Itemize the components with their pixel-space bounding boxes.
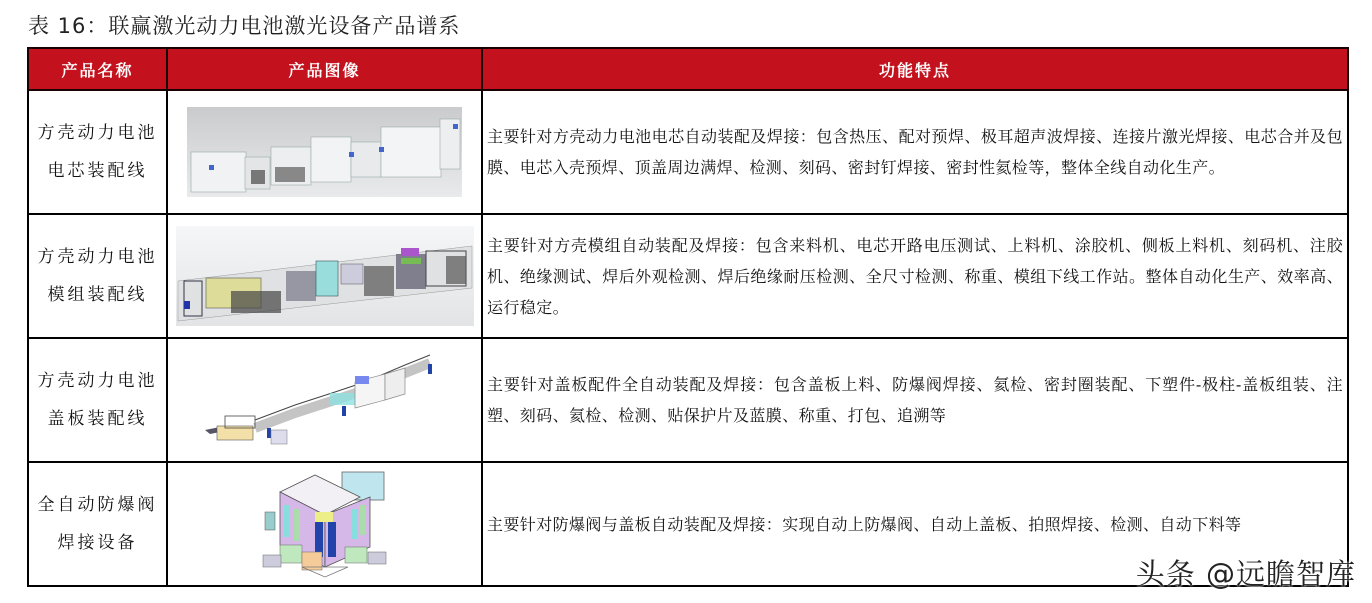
product-name-line2: 盖板装配线 xyxy=(47,409,148,429)
product-image-cell xyxy=(167,462,482,586)
header-product-name: 产品名称 xyxy=(28,48,167,90)
product-name-line1: 方壳动力电池 xyxy=(37,247,158,267)
product-table xyxy=(27,47,1349,587)
watermark: 头条 @远瞻智库 xyxy=(1135,557,1356,591)
cover-plate-assembly-line-image xyxy=(205,348,445,453)
product-name-cell xyxy=(28,338,167,462)
product-name-line2: 模组装配线 xyxy=(47,285,148,305)
feature-description: 主要针对防爆阀与盖板自动装配及焊接：实现自动上防爆阀、自动上盖板、拍照焊接、检测、自动下料等 xyxy=(482,462,1348,586)
product-name-cell xyxy=(28,214,167,338)
product-name-line2: 电芯装配线 xyxy=(47,161,148,181)
feature-description: 主要针对方壳模组自动装配及焊接：包含来料机、电芯开路电压测试、上料机、涂胶机、侧板上料机、刻码机、注胶机、绝缘测试、焊后外观检测、焊后绝缘耐压检测、全尺寸检测、称重、模组下线工作站。整体自动化生产、效率高、运行稳定。 xyxy=(482,214,1348,338)
cell-assembly-line-image xyxy=(187,107,462,197)
product-image-cell xyxy=(167,214,482,338)
product-name-cell xyxy=(28,462,167,586)
table-header-row xyxy=(28,48,1348,90)
product-image-cell xyxy=(167,338,482,462)
table-title: 表 16：联赢激光动力电池激光设备产品谱系 xyxy=(28,14,461,38)
product-name-cell xyxy=(28,90,167,214)
product-image-cell xyxy=(167,90,482,214)
module-assembly-line-image xyxy=(176,226,474,326)
explosion-proof-valve-welder-image xyxy=(260,467,390,582)
table-row xyxy=(28,338,1348,462)
product-name-line1: 全自动防爆阀 xyxy=(37,495,158,515)
header-product-image: 产品图像 xyxy=(167,48,482,90)
feature-description: 主要针对方壳动力电池电芯自动装配及焊接：包含热压、配对预焊、极耳超声波焊接、连接片激光焊接、电芯合并及包膜、电芯入壳预焊、顶盖周边满焊、检测、刻码、密封钉焊接、密封性氦检等，整体全线自动化生产。 xyxy=(482,90,1348,214)
product-name-line2: 焊接设备 xyxy=(57,533,138,553)
product-name-line1: 方壳动力电池 xyxy=(37,371,158,391)
table-row xyxy=(28,214,1348,338)
feature-description: 主要针对盖板配件全自动装配及焊接：包含盖板上料、防爆阀焊接、氦检、密封圈装配、下塑件-极柱-盖板组装、注塑、刻码、氦检、检测、贴保护片及蓝膜、称重、打包、追溯等 xyxy=(482,338,1348,462)
header-features: 功能特点 xyxy=(482,48,1348,90)
product-name-line1: 方壳动力电池 xyxy=(37,123,158,143)
table-row xyxy=(28,90,1348,214)
